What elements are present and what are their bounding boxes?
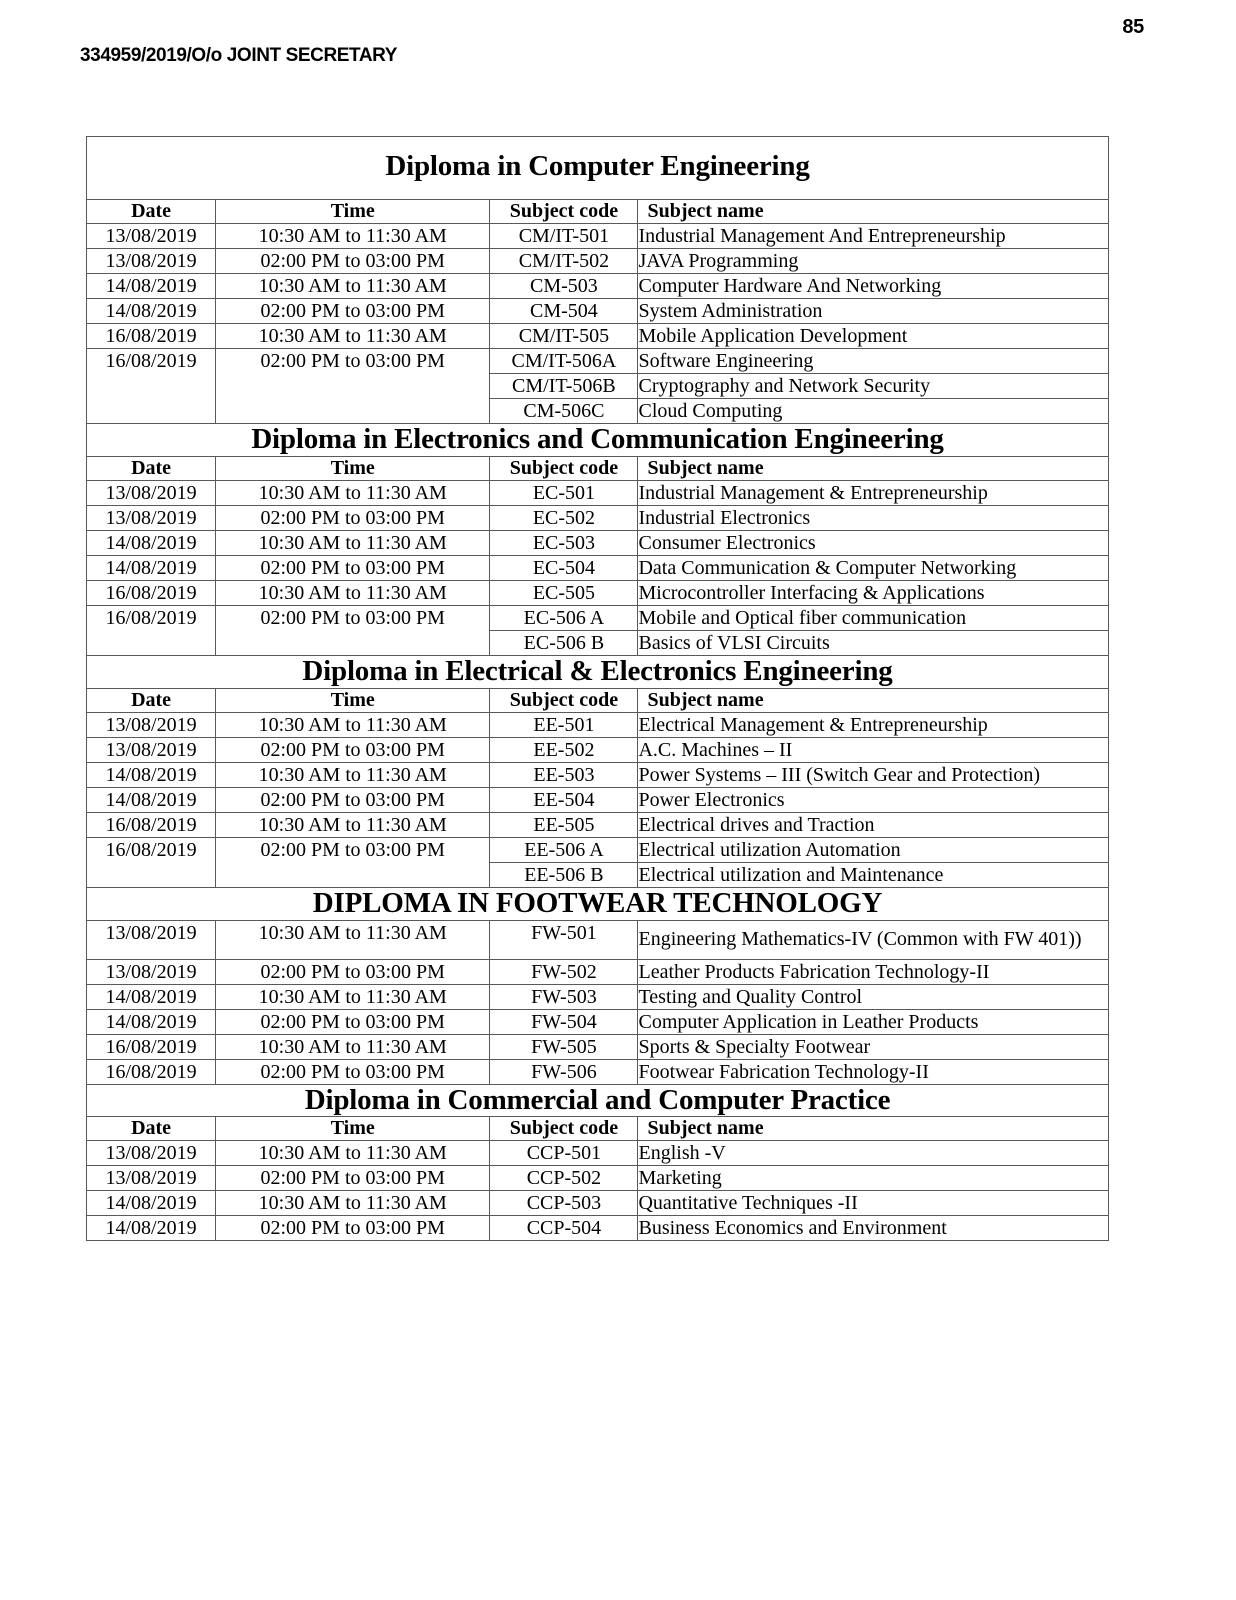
cell-time: 02:00 PM to 03:00 PM	[216, 737, 490, 762]
table-row	[87, 505, 1109, 530]
cell-time: 10:30 AM to 11:30 AM	[216, 1191, 490, 1216]
table-row	[87, 984, 1109, 1009]
cell-subject-code: EC-506 A	[490, 605, 638, 630]
column-header-subject-name: Subject name	[638, 199, 1109, 223]
cell-subject-name: Industrial Management And Entrepreneurship	[638, 223, 1109, 248]
exam-timetable	[86, 136, 1109, 1241]
cell-subject-name: System Administration	[638, 298, 1109, 323]
cell-subject-name: Electrical utilization Automation	[638, 837, 1109, 862]
cell-subject-name: Consumer Electronics	[638, 530, 1109, 555]
table-row	[87, 323, 1109, 348]
column-header-time: Time	[216, 688, 490, 712]
table-row	[87, 480, 1109, 505]
cell-subject-name: Engineering Mathematics-IV (Common with FW 401))	[638, 920, 1109, 959]
cell-time: 10:30 AM to 11:30 AM	[216, 1141, 490, 1166]
cell-subject-code: EE-506 A	[490, 837, 638, 862]
cell-subject-code: CM-503	[490, 273, 638, 298]
cell-subject-name: Mobile Application Development	[638, 323, 1109, 348]
column-header-subject-code: Subject code	[490, 199, 638, 223]
cell-time: 02:00 PM to 03:00 PM	[216, 605, 490, 655]
table-row	[87, 1059, 1109, 1084]
section-title-row	[87, 137, 1109, 200]
cell-subject-code: FW-505	[490, 1034, 638, 1059]
column-header-row	[87, 456, 1109, 480]
cell-subject-name: Computer Hardware And Networking	[638, 273, 1109, 298]
cell-date: 16/08/2019	[87, 1059, 216, 1084]
column-header-row	[87, 199, 1109, 223]
exam-timetable-container	[86, 136, 1109, 1241]
column-header-time: Time	[216, 199, 490, 223]
cell-time: 02:00 PM to 03:00 PM	[216, 1166, 490, 1191]
column-header-date: Date	[87, 456, 216, 480]
cell-subject-code: CCP-504	[490, 1216, 638, 1241]
cell-subject-name: Data Communication & Computer Networking	[638, 555, 1109, 580]
table-row	[87, 762, 1109, 787]
table-row	[87, 530, 1109, 555]
column-header-row	[87, 1117, 1109, 1141]
cell-subject-code: EE-502	[490, 737, 638, 762]
cell-subject-code: CM/IT-506A	[490, 348, 638, 373]
cell-subject-code: CM-506C	[490, 398, 638, 423]
document-reference: 334959/2019/O/o JOINT SECRETARY	[80, 45, 398, 66]
cell-subject-name: Industrial Electronics	[638, 505, 1109, 530]
cell-subject-name: Business Economics and Environment	[638, 1216, 1109, 1241]
cell-time: 10:30 AM to 11:30 AM	[216, 530, 490, 555]
cell-date: 16/08/2019	[87, 1034, 216, 1059]
cell-subject-code: EC-503	[490, 530, 638, 555]
cell-date: 14/08/2019	[87, 530, 216, 555]
table-row	[87, 1191, 1109, 1216]
table-row	[87, 712, 1109, 737]
cell-time: 10:30 AM to 11:30 AM	[216, 984, 490, 1009]
cell-subject-code: EC-502	[490, 505, 638, 530]
cell-time: 02:00 PM to 03:00 PM	[216, 298, 490, 323]
column-header-subject-code: Subject code	[490, 456, 638, 480]
cell-subject-name: Cloud Computing	[638, 398, 1109, 423]
cell-time: 10:30 AM to 11:30 AM	[216, 920, 490, 959]
cell-subject-name: Marketing	[638, 1166, 1109, 1191]
cell-date: 14/08/2019	[87, 298, 216, 323]
cell-subject-code: CM/IT-502	[490, 248, 638, 273]
cell-date: 16/08/2019	[87, 837, 216, 887]
cell-subject-name: Power Systems – III (Switch Gear and Protection)	[638, 762, 1109, 787]
cell-date: 16/08/2019	[87, 348, 216, 423]
section-title: Diploma in Electronics and Communication Engineering	[87, 423, 1109, 456]
column-header-subject-name: Subject name	[638, 456, 1109, 480]
cell-time: 02:00 PM to 03:00 PM	[216, 505, 490, 530]
cell-subject-code: CM-504	[490, 298, 638, 323]
cell-date: 13/08/2019	[87, 505, 216, 530]
cell-time: 02:00 PM to 03:00 PM	[216, 348, 490, 423]
section-title: Diploma in Commercial and Computer Practice	[87, 1084, 1109, 1117]
cell-date: 13/08/2019	[87, 248, 216, 273]
cell-date: 13/08/2019	[87, 1141, 216, 1166]
cell-time: 10:30 AM to 11:30 AM	[216, 273, 490, 298]
cell-subject-code: FW-501	[490, 920, 638, 959]
cell-subject-name: Cryptography and Network Security	[638, 373, 1109, 398]
cell-subject-name: Leather Products Fabrication Technology-II	[638, 959, 1109, 984]
page-number: 85	[1122, 16, 1144, 38]
cell-date: 13/08/2019	[87, 920, 216, 959]
cell-time: 02:00 PM to 03:00 PM	[216, 787, 490, 812]
cell-subject-name: Electrical utilization and Maintenance	[638, 862, 1109, 887]
table-row	[87, 605, 1109, 630]
section-title: DIPLOMA IN FOOTWEAR TECHNOLOGY	[87, 887, 1109, 920]
column-header-subject-name: Subject name	[638, 1117, 1109, 1141]
table-row	[87, 223, 1109, 248]
table-row	[87, 837, 1109, 862]
cell-subject-code: EE-506 B	[490, 862, 638, 887]
cell-date: 14/08/2019	[87, 1009, 216, 1034]
cell-date: 13/08/2019	[87, 959, 216, 984]
cell-time: 02:00 PM to 03:00 PM	[216, 1216, 490, 1241]
cell-subject-code: EE-503	[490, 762, 638, 787]
cell-subject-code: FW-503	[490, 984, 638, 1009]
section-title: Diploma in Computer Engineering	[87, 137, 1109, 200]
cell-date: 14/08/2019	[87, 762, 216, 787]
cell-subject-name: A.C. Machines – II	[638, 737, 1109, 762]
column-header-time: Time	[216, 1117, 490, 1141]
table-row	[87, 1166, 1109, 1191]
cell-subject-name: Basics of VLSI Circuits	[638, 630, 1109, 655]
table-row	[87, 273, 1109, 298]
cell-time: 02:00 PM to 03:00 PM	[216, 248, 490, 273]
column-header-subject-name: Subject name	[638, 688, 1109, 712]
table-row	[87, 1141, 1109, 1166]
table-row	[87, 737, 1109, 762]
cell-date: 13/08/2019	[87, 1166, 216, 1191]
cell-subject-code: FW-506	[490, 1059, 638, 1084]
table-row	[87, 1034, 1109, 1059]
column-header-date: Date	[87, 688, 216, 712]
cell-date: 16/08/2019	[87, 580, 216, 605]
table-row	[87, 812, 1109, 837]
cell-subject-code: CCP-501	[490, 1141, 638, 1166]
cell-date: 14/08/2019	[87, 273, 216, 298]
cell-subject-code: EE-501	[490, 712, 638, 737]
table-row	[87, 1216, 1109, 1241]
table-row	[87, 248, 1109, 273]
section-title-row	[87, 1084, 1109, 1117]
cell-subject-name: Power Electronics	[638, 787, 1109, 812]
cell-date: 14/08/2019	[87, 1191, 216, 1216]
section-title: Diploma in Electrical & Electronics Engineering	[87, 655, 1109, 688]
cell-subject-code: FW-502	[490, 959, 638, 984]
cell-subject-code: EC-504	[490, 555, 638, 580]
cell-time: 10:30 AM to 11:30 AM	[216, 1034, 490, 1059]
cell-time: 10:30 AM to 11:30 AM	[216, 223, 490, 248]
table-row	[87, 787, 1109, 812]
section-title-row	[87, 655, 1109, 688]
cell-time: 10:30 AM to 11:30 AM	[216, 762, 490, 787]
column-header-date: Date	[87, 1117, 216, 1141]
cell-subject-name: Sports & Specialty Footwear	[638, 1034, 1109, 1059]
cell-date: 14/08/2019	[87, 787, 216, 812]
cell-time: 10:30 AM to 11:30 AM	[216, 812, 490, 837]
cell-subject-code: EC-506 B	[490, 630, 638, 655]
cell-time: 02:00 PM to 03:00 PM	[216, 1059, 490, 1084]
cell-subject-name: Software Engineering	[638, 348, 1109, 373]
cell-subject-code: CM/IT-506B	[490, 373, 638, 398]
cell-time: 10:30 AM to 11:30 AM	[216, 323, 490, 348]
cell-time: 10:30 AM to 11:30 AM	[216, 712, 490, 737]
column-header-subject-code: Subject code	[490, 688, 638, 712]
cell-date: 16/08/2019	[87, 812, 216, 837]
cell-date: 14/08/2019	[87, 1216, 216, 1241]
cell-subject-name: Quantitative Techniques -II	[638, 1191, 1109, 1216]
cell-subject-name: English -V	[638, 1141, 1109, 1166]
table-row	[87, 1009, 1109, 1034]
cell-date: 13/08/2019	[87, 480, 216, 505]
table-row	[87, 348, 1109, 373]
cell-time: 02:00 PM to 03:00 PM	[216, 555, 490, 580]
cell-subject-code: FW-504	[490, 1009, 638, 1034]
cell-date: 14/08/2019	[87, 984, 216, 1009]
cell-date: 13/08/2019	[87, 223, 216, 248]
table-row	[87, 555, 1109, 580]
table-row	[87, 298, 1109, 323]
cell-subject-name: Electrical Management & Entrepreneurship	[638, 712, 1109, 737]
table-row	[87, 580, 1109, 605]
cell-time: 10:30 AM to 11:30 AM	[216, 480, 490, 505]
cell-subject-name: Computer Application in Leather Products	[638, 1009, 1109, 1034]
cell-subject-code: CM/IT-501	[490, 223, 638, 248]
table-row	[87, 959, 1109, 984]
cell-subject-code: EC-501	[490, 480, 638, 505]
cell-subject-name: Microcontroller Interfacing & Applications	[638, 580, 1109, 605]
cell-subject-name: JAVA Programming	[638, 248, 1109, 273]
cell-subject-code: CM/IT-505	[490, 323, 638, 348]
cell-date: 13/08/2019	[87, 737, 216, 762]
cell-subject-code: CCP-502	[490, 1166, 638, 1191]
cell-date: 14/08/2019	[87, 555, 216, 580]
column-header-row	[87, 688, 1109, 712]
cell-time: 02:00 PM to 03:00 PM	[216, 959, 490, 984]
cell-time: 02:00 PM to 03:00 PM	[216, 1009, 490, 1034]
cell-time: 10:30 AM to 11:30 AM	[216, 580, 490, 605]
table-row	[87, 920, 1109, 959]
section-title-row	[87, 887, 1109, 920]
cell-subject-code: EC-505	[490, 580, 638, 605]
column-header-date: Date	[87, 199, 216, 223]
cell-subject-code: CCP-503	[490, 1191, 638, 1216]
section-title-row	[87, 423, 1109, 456]
column-header-subject-code: Subject code	[490, 1117, 638, 1141]
cell-subject-name: Testing and Quality Control	[638, 984, 1109, 1009]
cell-date: 13/08/2019	[87, 712, 216, 737]
cell-subject-name: Industrial Management & Entrepreneurship	[638, 480, 1109, 505]
cell-subject-code: EE-504	[490, 787, 638, 812]
cell-date: 16/08/2019	[87, 323, 216, 348]
cell-time: 02:00 PM to 03:00 PM	[216, 837, 490, 887]
cell-subject-name: Footwear Fabrication Technology-II	[638, 1059, 1109, 1084]
cell-subject-code: EE-505	[490, 812, 638, 837]
cell-subject-name: Electrical drives and Traction	[638, 812, 1109, 837]
cell-subject-name: Mobile and Optical fiber communication	[638, 605, 1109, 630]
column-header-time: Time	[216, 456, 490, 480]
cell-date: 16/08/2019	[87, 605, 216, 655]
